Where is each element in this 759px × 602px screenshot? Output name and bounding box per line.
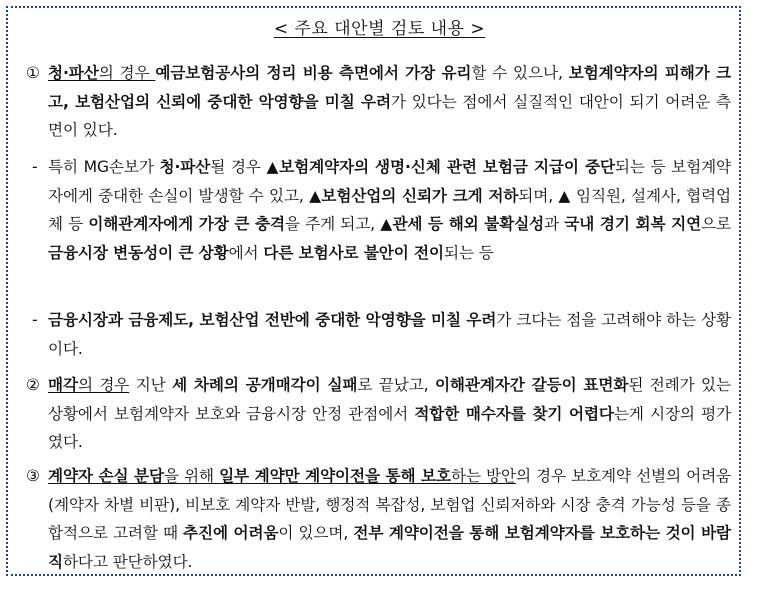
text-run: 청·파산	[159, 158, 211, 176]
text-run: 가 있다는 점에서 실질적인 대안이 되기 어려운 측면이 있다.	[48, 92, 731, 139]
text-run: ▲	[558, 186, 571, 205]
text-run: 이해관계자간 갈등이 표면화	[434, 376, 629, 394]
text-run: 을 위해	[163, 467, 220, 485]
item-1-paragraph	[26, 59, 731, 145]
text-run: 다른 보험사로 불안이 전이	[263, 243, 444, 262]
text-run: 추진에 어려움	[183, 524, 279, 542]
item-text	[26, 306, 731, 363]
text-run: 전부 계약이전을 통해 보험계약자를 보호하는 것이 바람직	[48, 524, 732, 571]
text-run: 이 있으며,	[278, 524, 354, 542]
document-title: < 주요 대안별 검토 내용 >	[273, 19, 486, 39]
sub-point-paragraph	[26, 153, 731, 267]
text-run: 의 경우 보호계약 선별의 어려움(계약자 차별 비판), 비보호 계약자 반발, 행정적 복잡성, 보험업 신뢰저하와 시장 충격 가능성 등을 종합적으로 고려할 때	[48, 467, 731, 542]
item-text	[26, 462, 731, 576]
text-run: ▲관세 등 해외 불확실성	[380, 215, 545, 233]
text-run: 지난	[129, 376, 173, 394]
text-run: 을 주게 되고,	[284, 215, 381, 233]
item-marker: ③	[26, 467, 40, 485]
text-run: 금융시장 변동성이 큰 상황	[48, 243, 229, 262]
item-2-paragraph	[26, 371, 731, 457]
text-run: 는게 시장의 평가였다.	[48, 404, 731, 451]
sub-point-paragraph	[26, 306, 731, 363]
text-run: 하다고 판단하였다.	[62, 552, 193, 571]
text-run: 세 차례의 공개매각이 실패	[172, 376, 358, 394]
text-run: 되며,	[518, 186, 559, 205]
text-run: 되는 등 보험계약자에게 중대한 손실이 발생할 수 있고,	[48, 158, 731, 205]
text-run: 된 전례가 있는 상황에서 보험계약자 보호와 금융시장 안정 관점에서	[48, 376, 731, 423]
text-run: 이해관계자에게 가장 큰 충격	[88, 215, 285, 233]
item-3-paragraph	[26, 462, 731, 576]
text-run: 의 경우	[98, 64, 156, 82]
text-run: 할 수 있으나,	[471, 64, 569, 82]
text-run: ▲보험산업의 신뢰가 크게 저하	[309, 186, 519, 205]
text-run: 특히 MG손보가	[48, 158, 160, 176]
text-run: 계약자 손실 분담	[48, 467, 164, 485]
text-run: 청·파산	[48, 64, 99, 82]
text-run: 되는 등	[443, 243, 494, 262]
text-run: 로 끝났고,	[357, 376, 435, 394]
text-run: 과	[544, 215, 565, 233]
item-marker: -	[32, 158, 38, 176]
text-run: 일부 계약만 계약이전을 통해 보호	[219, 467, 451, 485]
text-run: 임직원, 설계사, 협력업체 등	[48, 186, 731, 233]
text-run: ▲보험계약자의 생명·신체 관련 보험금 지급이 중단	[266, 158, 615, 176]
item-text	[26, 153, 731, 267]
text-run: 에서	[228, 243, 264, 262]
text-run: 금융시장과 금융제도, 보험산업 전반에 중대한 악영향을 미칠 우려	[48, 311, 497, 329]
text-run: 하는 방안	[450, 467, 516, 485]
text-run: 예금보험공사의 정리 비용 측면에서 가장 유리	[155, 64, 472, 82]
text-run: 의 경우	[77, 376, 130, 394]
item-marker: ②	[26, 376, 40, 394]
item-text	[26, 371, 731, 457]
text-run: 국내 경기 회복 지연	[564, 215, 702, 233]
item-marker: -	[32, 311, 38, 329]
text-run: 가 크다는 점을 고려해야 하는 상황이다.	[48, 311, 731, 358]
text-run: 될 경우	[210, 158, 267, 176]
text-run: 매각	[48, 376, 78, 394]
item-text	[26, 59, 731, 145]
text-run: 보험계약자의 피해가 크고, 보험산업의 신뢰에 중대한 악영향을 미칠 우려	[48, 64, 732, 111]
text-run: 으로	[701, 215, 731, 233]
text-run: 적합한 매수자를 찾기 어렵다	[414, 404, 614, 423]
item-marker: ①	[26, 64, 40, 82]
